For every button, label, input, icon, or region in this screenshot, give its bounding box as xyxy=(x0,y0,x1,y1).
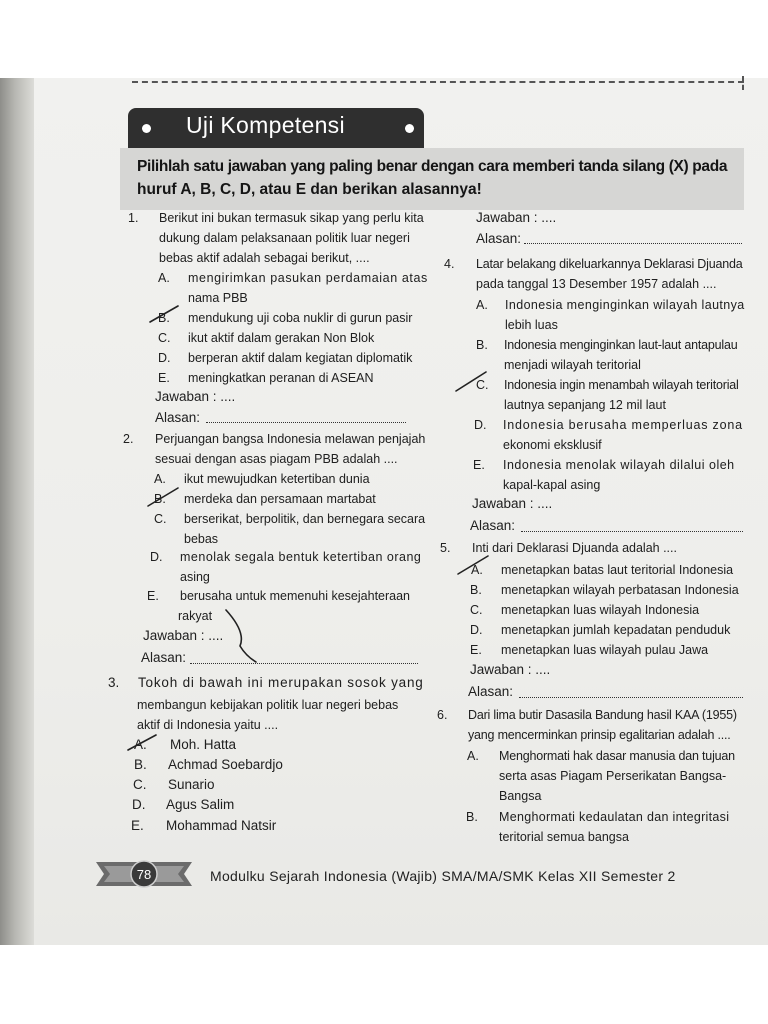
option-letter[interactable]: D. xyxy=(474,418,487,432)
option-letter[interactable]: A. xyxy=(467,749,479,763)
option-letter[interactable]: C. xyxy=(158,331,171,345)
bottom-margin xyxy=(0,945,768,1024)
question-text: Latar belakang dikeluarkannya Deklarasi Djuanda xyxy=(476,257,743,271)
question-text: aktif di Indonesia yaitu .... xyxy=(137,718,279,732)
option-text: mendukung uji coba nuklir di gurun pasir xyxy=(188,311,413,325)
top-margin xyxy=(0,0,768,78)
dashed-border-corner xyxy=(742,76,744,90)
option-text: merdeka dan persamaan martabat xyxy=(184,492,376,506)
option-text: Indonesia berusaha memperluas zona xyxy=(503,418,743,432)
option-text: menetapkan luas wilayah pulau Jawa xyxy=(501,643,709,657)
bullet-icon xyxy=(142,124,151,133)
question-text: Perjuangan bangsa Indonesia melawan penjajah xyxy=(155,432,426,446)
option-text: Indonesia menginginkan wilayah lautnya xyxy=(505,298,745,312)
option-text: mengirimkan pasukan perdamaian atas xyxy=(188,271,428,285)
question-number: 6. xyxy=(437,708,448,722)
page-number-badge xyxy=(94,856,194,892)
page-number: 78 xyxy=(136,867,152,882)
option-text: teritorial semua bangsa xyxy=(499,830,629,844)
option-letter[interactable]: A. xyxy=(471,563,483,577)
reason-line[interactable] xyxy=(190,663,418,664)
option-letter[interactable]: B. xyxy=(154,492,166,506)
option-text: lautnya sepanjang 12 mil laut xyxy=(504,398,666,412)
option-letter[interactable]: B. xyxy=(476,338,488,352)
option-text: kapal-kapal asing xyxy=(503,478,601,492)
option-text: meningkatkan peranan di ASEAN xyxy=(188,371,374,385)
option-text: rakyat xyxy=(178,609,213,623)
option-text: ikut mewujudkan ketertiban dunia xyxy=(184,472,370,486)
option-letter[interactable]: E. xyxy=(473,458,485,472)
option-text: bebas xyxy=(184,532,219,546)
option-letter[interactable]: E. xyxy=(470,643,482,657)
option-text: Sunario xyxy=(168,777,215,792)
option-letter[interactable]: C. xyxy=(154,512,167,526)
option-text: Indonesia menolak wilayah dilalui oleh xyxy=(503,458,735,472)
page-spine-shadow xyxy=(0,78,34,945)
reason-label: Alasan: xyxy=(476,231,522,246)
question-number: 5. xyxy=(440,541,451,555)
option-text: Indonesia menginginkan laut-laut antapulau xyxy=(504,338,738,352)
option-text: Bangsa xyxy=(499,789,542,803)
option-text: menolak segala bentuk ketertiban orang xyxy=(180,550,422,564)
option-letter[interactable]: D. xyxy=(470,623,483,637)
option-text: berperan aktif dalam kegiatan diplomatik xyxy=(188,351,413,365)
answer-label: Jawaban : .... xyxy=(472,496,553,511)
question-text: Berikut ini bukan termasuk sikap yang perlu kita xyxy=(159,211,424,225)
option-text: menetapkan wilayah perbatasan Indonesia xyxy=(501,583,739,597)
question-text: bebas aktif adalah sebagai berikut, .... xyxy=(159,251,370,265)
instruction-text xyxy=(137,155,743,201)
option-text: ekonomi eksklusif xyxy=(503,438,602,452)
reason-line[interactable] xyxy=(521,531,743,532)
answer-label: Jawaban : .... xyxy=(476,210,557,225)
instruction-line: huruf A, B, C, D, atau E dan berikan alasannya! xyxy=(137,181,482,198)
option-text: menetapkan batas laut teritorial Indonesia xyxy=(501,563,734,577)
reason-line[interactable] xyxy=(524,243,742,244)
section-title: Uji Kompetensi xyxy=(186,112,345,138)
option-letter[interactable]: C. xyxy=(476,378,489,392)
option-letter[interactable]: A. xyxy=(154,472,166,486)
option-letter[interactable]: E. xyxy=(158,371,170,385)
answer-label: Jawaban : .... xyxy=(143,628,224,643)
option-text: berusaha untuk memenuhi kesejahteraan xyxy=(180,589,411,603)
question-number: 3. xyxy=(108,675,120,690)
option-text: Agus Salim xyxy=(166,797,235,812)
question-text: dukung dalam pelaksanaan politik luar negeri xyxy=(159,231,410,245)
option-text: Achmad Soebardjo xyxy=(168,757,283,772)
instruction-line: Pilihlah satu jawaban yang paling benar dengan cara memberi tanda silang (X) pada xyxy=(137,158,728,175)
section-header xyxy=(128,108,424,148)
option-text: menjadi wilayah teritorial xyxy=(504,358,641,372)
reason-label: Alasan: xyxy=(468,684,514,699)
option-text: serta asas Piagam Perserikatan Bangsa- xyxy=(499,769,727,783)
answer-label: Jawaban : .... xyxy=(155,389,236,404)
question-number: 1. xyxy=(128,211,139,225)
option-text: Moh. Hatta xyxy=(170,737,237,752)
option-letter[interactable]: B. xyxy=(158,311,170,325)
option-letter[interactable]: B. xyxy=(134,757,147,772)
option-text: Menghormati hak dasar manusia dan tujuan xyxy=(499,749,735,763)
question-text: yang mencerminkan prinsip egalitarian adalah .... xyxy=(468,728,731,742)
option-text: menetapkan jumlah kepadatan penduduk xyxy=(501,623,731,637)
question-text: Tokoh di bawah ini merupakan sosok yang xyxy=(138,675,424,690)
option-letter[interactable]: B. xyxy=(466,810,478,824)
option-text: ikut aktif dalam gerakan Non Blok xyxy=(188,331,375,345)
option-text: Mohammad Natsir xyxy=(166,818,277,833)
option-letter[interactable]: D. xyxy=(132,797,146,812)
option-letter[interactable]: A. xyxy=(476,298,488,312)
reason-line[interactable] xyxy=(519,697,743,698)
footer-title: Modulku Sejarah Indonesia (Wajib) SMA/MA/SMK Kelas XII Semester 2 xyxy=(210,868,676,884)
option-letter[interactable]: E. xyxy=(131,818,144,833)
reason-label: Alasan: xyxy=(141,650,187,665)
reason-label: Alasan: xyxy=(155,410,201,425)
answer-label: Jawaban : .... xyxy=(470,662,551,677)
option-letter[interactable]: D. xyxy=(158,351,171,365)
option-letter[interactable]: A. xyxy=(158,271,170,285)
option-text: Indonesia ingin menambah wilayah teritorial xyxy=(504,378,739,392)
option-letter[interactable]: D. xyxy=(150,550,163,564)
question-text: sesuai dengan asas piagam PBB adalah .... xyxy=(155,452,398,466)
reason-line[interactable] xyxy=(206,422,406,423)
question-number: 4. xyxy=(444,257,455,271)
question-number: 2. xyxy=(123,432,134,446)
option-text: nama PBB xyxy=(188,291,248,305)
option-text: asing xyxy=(180,570,210,584)
option-letter[interactable]: C. xyxy=(470,603,483,617)
bullet-icon xyxy=(405,124,414,133)
question-text: pada tanggal 13 Desember 1957 adalah .... xyxy=(476,277,717,291)
option-letter[interactable]: A. xyxy=(134,737,147,752)
option-text: menetapkan luas wilayah Indonesia xyxy=(501,603,700,617)
dashed-border xyxy=(132,81,744,83)
option-letter[interactable]: B. xyxy=(470,583,482,597)
option-text: berserikat, berpolitik, dan bernegara secara xyxy=(184,512,426,526)
option-letter[interactable]: E. xyxy=(147,589,159,603)
option-letter[interactable]: C. xyxy=(133,777,147,792)
question-text: Dari lima butir Dasasila Bandung hasil KAA (1955) xyxy=(468,708,737,722)
question-text: membangun kebijakan politik luar negeri bebas xyxy=(137,698,399,712)
question-text: Inti dari Deklarasi Djuanda adalah .... xyxy=(472,541,677,555)
option-text: Menghormati kedaulatan dan integritasi xyxy=(499,810,730,824)
option-text: lebih luas xyxy=(505,318,558,332)
reason-label: Alasan: xyxy=(470,518,516,533)
